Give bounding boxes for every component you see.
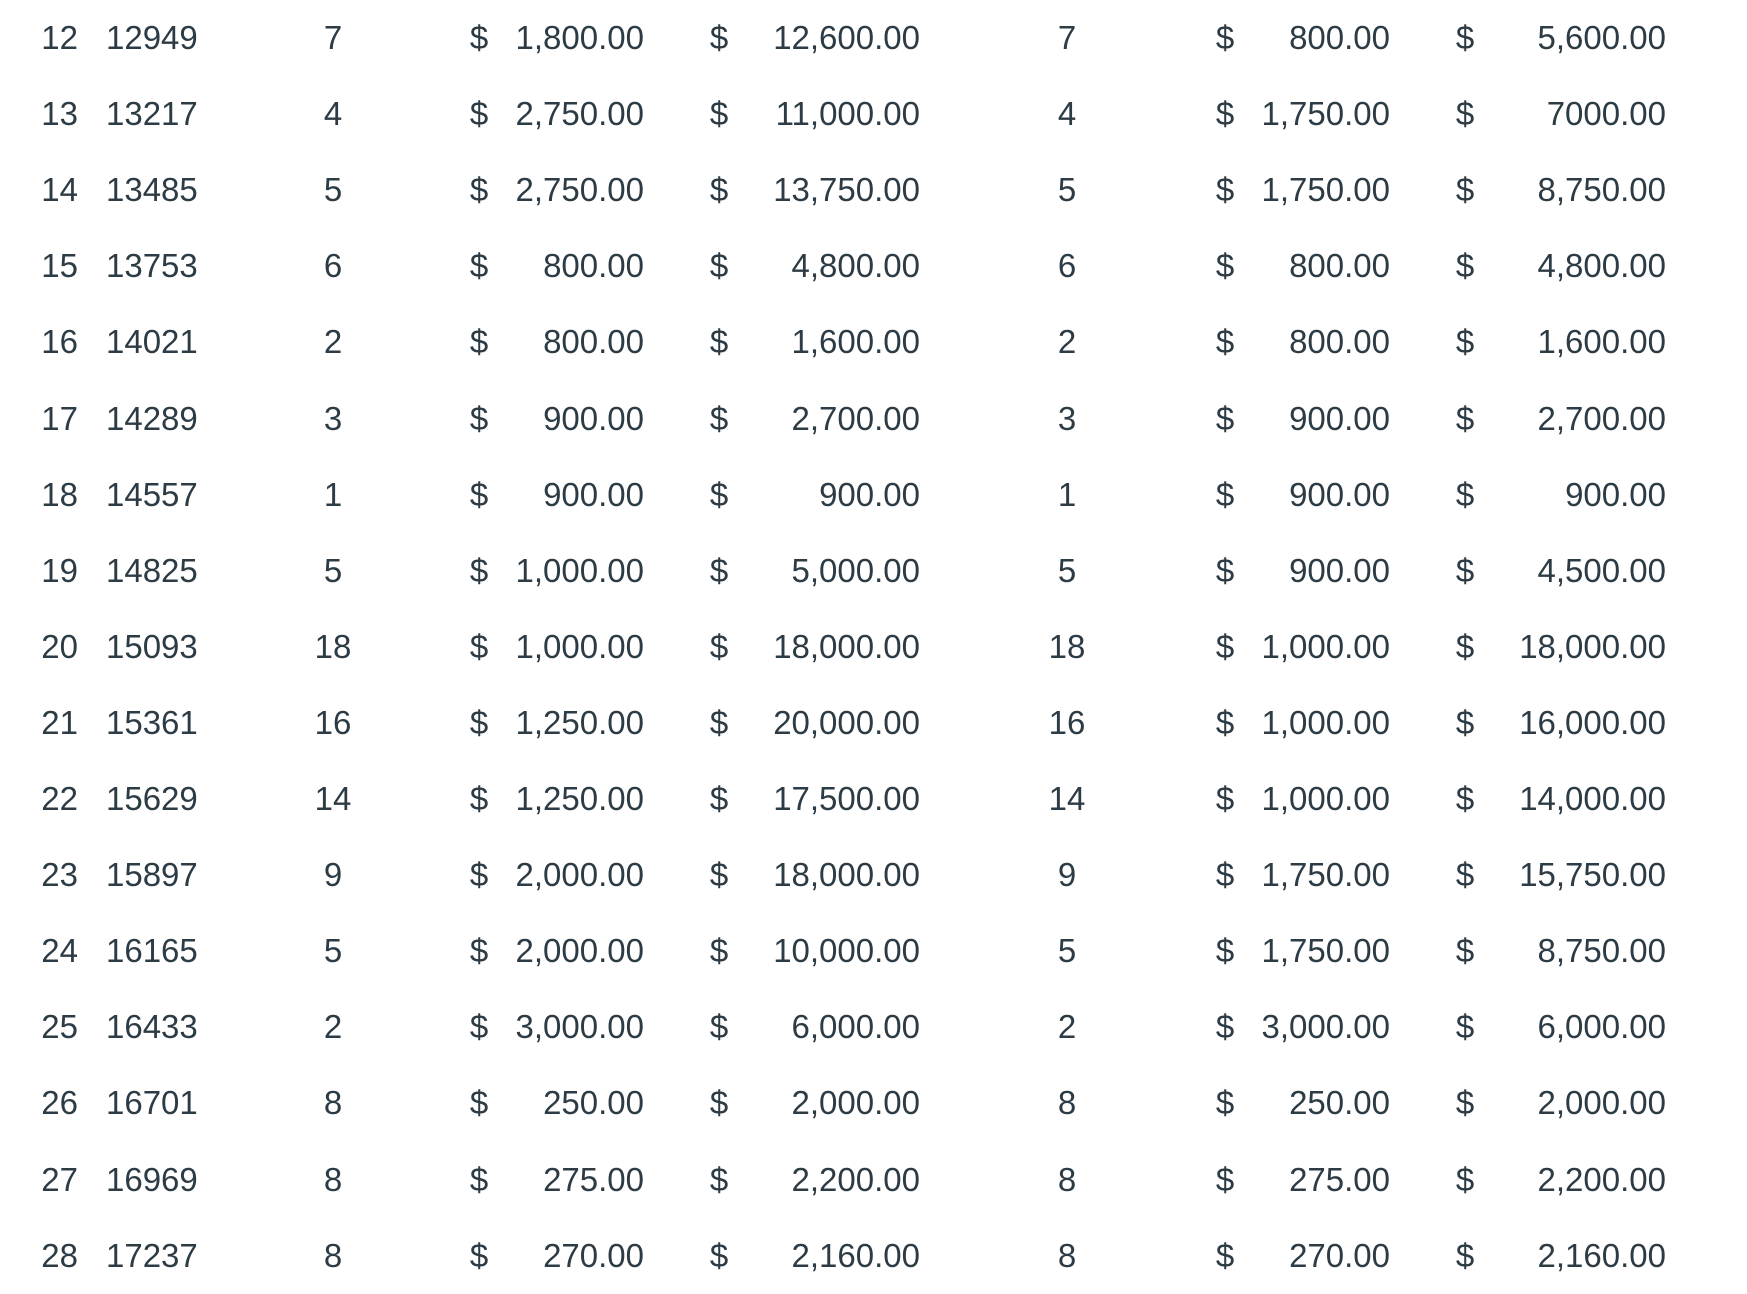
currency-symbol: $ (469, 323, 489, 361)
quantity-cell: 5 (1057, 932, 1077, 970)
quantity-cell: 4 (1057, 95, 1077, 133)
table-row (0, 913, 1747, 989)
currency-symbol: $ (1455, 932, 1475, 970)
quantity-cell: 1 (323, 475, 343, 513)
row-number-cell: 14 (41, 171, 78, 209)
currency-symbol: $ (1455, 780, 1475, 817)
total-cell: 5,000.00 (791, 551, 920, 589)
table-row (0, 685, 1747, 761)
currency-symbol: $ (469, 703, 489, 741)
quantity-cell: 16 (314, 703, 352, 741)
quantity-cell: 8 (323, 1084, 343, 1122)
total-cell: 18,000.00 (1519, 627, 1666, 665)
quantity-cell: 6 (1057, 247, 1077, 285)
item-id-cell: 17237 (106, 1236, 198, 1274)
unit-price-cell: 250.00 (543, 1084, 644, 1122)
row-number-cell: 20 (41, 627, 78, 665)
row-number-cell: 13 (41, 95, 78, 133)
unit-price-cell: 1,750.00 (1261, 932, 1390, 970)
quantity-cell: 8 (1057, 1236, 1077, 1274)
unit-price-cell: 1,000.00 (515, 551, 644, 589)
currency-symbol: $ (469, 399, 489, 437)
item-id-cell: 14021 (106, 323, 198, 361)
row-number-cell: 15 (41, 247, 78, 285)
table-row (0, 228, 1747, 304)
total-cell: 18,000.00 (773, 627, 920, 665)
currency-symbol: $ (709, 627, 729, 665)
currency-symbol: $ (1455, 1236, 1475, 1274)
currency-symbol: $ (1455, 399, 1475, 437)
unit-price-cell: 800.00 (543, 323, 644, 361)
currency-symbol: $ (1455, 323, 1475, 361)
unit-price-cell: 800.00 (1289, 247, 1390, 285)
currency-symbol: $ (709, 703, 729, 741)
currency-symbol: $ (709, 780, 729, 817)
table-row (0, 761, 1747, 837)
total-cell: 5,600.00 (1537, 19, 1666, 56)
table-row (0, 0, 1747, 76)
row-number-cell: 27 (41, 1160, 78, 1198)
unit-price-cell: 1,000.00 (1261, 703, 1390, 741)
quantity-cell: 18 (314, 627, 352, 665)
currency-symbol: $ (709, 1084, 729, 1122)
currency-symbol: $ (1215, 856, 1235, 894)
currency-symbol: $ (469, 856, 489, 894)
quantity-cell: 7 (323, 19, 343, 56)
currency-symbol: $ (1215, 551, 1235, 589)
currency-symbol: $ (1215, 932, 1235, 970)
unit-price-cell: 1,750.00 (1261, 856, 1390, 894)
total-cell: 14,000.00 (1519, 780, 1666, 817)
quantity-cell: 14 (1048, 780, 1086, 817)
unit-price-cell: 1,750.00 (1261, 171, 1390, 209)
table-row (0, 989, 1747, 1065)
unit-price-cell: 1,000.00 (1261, 627, 1390, 665)
currency-symbol: $ (709, 19, 729, 56)
total-cell: 2,000.00 (1537, 1084, 1666, 1122)
currency-symbol: $ (709, 551, 729, 589)
total-cell: 2,700.00 (791, 399, 920, 437)
row-number-cell: 22 (41, 780, 78, 817)
total-cell: 8,750.00 (1537, 171, 1666, 209)
total-cell: 900.00 (1565, 475, 1666, 513)
unit-price-cell: 275.00 (1289, 1160, 1390, 1198)
item-id-cell: 14825 (106, 551, 198, 589)
unit-price-cell: 1,250.00 (515, 703, 644, 741)
item-id-cell: 14557 (106, 475, 198, 513)
currency-symbol: $ (709, 1008, 729, 1046)
row-number-cell: 24 (41, 932, 78, 970)
unit-price-cell: 1,000.00 (515, 627, 644, 665)
item-id-cell: 15093 (106, 627, 198, 665)
item-id-cell: 15629 (106, 780, 198, 817)
unit-price-cell: 900.00 (1289, 475, 1390, 513)
currency-symbol: $ (1455, 95, 1475, 133)
quantity-cell: 9 (1057, 856, 1077, 894)
row-number-cell: 28 (41, 1236, 78, 1274)
item-id-cell: 15897 (106, 856, 198, 894)
table-row (0, 457, 1747, 533)
unit-price-cell: 2,000.00 (515, 932, 644, 970)
unit-price-cell: 900.00 (1289, 551, 1390, 589)
item-id-cell: 16701 (106, 1084, 198, 1122)
currency-symbol: $ (709, 323, 729, 361)
currency-symbol: $ (469, 932, 489, 970)
quantity-cell: 2 (323, 1008, 343, 1046)
currency-symbol: $ (1215, 627, 1235, 665)
item-id-cell: 12949 (106, 19, 198, 56)
row-number-cell: 16 (41, 323, 78, 361)
total-cell: 4,800.00 (1537, 247, 1666, 285)
currency-symbol: $ (709, 475, 729, 513)
currency-symbol: $ (709, 95, 729, 133)
table-row (0, 152, 1747, 228)
unit-price-cell: 800.00 (1289, 19, 1390, 56)
unit-price-cell: 1,750.00 (1261, 95, 1390, 133)
currency-symbol: $ (709, 247, 729, 285)
unit-price-cell: 3,000.00 (1261, 1008, 1390, 1046)
quantity-cell: 5 (1057, 551, 1077, 589)
row-number-cell: 19 (41, 551, 78, 589)
currency-symbol: $ (1215, 1008, 1235, 1046)
currency-symbol: $ (709, 932, 729, 970)
row-number-cell: 17 (41, 399, 78, 437)
total-cell: 8,750.00 (1537, 932, 1666, 970)
unit-price-cell: 800.00 (543, 247, 644, 285)
unit-price-cell: 250.00 (1289, 1084, 1390, 1122)
row-number-cell: 23 (41, 856, 78, 894)
currency-symbol: $ (709, 399, 729, 437)
unit-price-cell: 1,800.00 (515, 19, 644, 56)
total-cell: 2,700.00 (1537, 399, 1666, 437)
unit-price-cell: 1,250.00 (515, 780, 644, 817)
row-number-cell: 25 (41, 1008, 78, 1046)
total-cell: 2,000.00 (791, 1084, 920, 1122)
quantity-cell: 1 (1057, 475, 1077, 513)
quantity-cell: 8 (1057, 1084, 1077, 1122)
total-cell: 12,600.00 (773, 19, 920, 56)
quantity-cell: 5 (323, 171, 343, 209)
unit-price-cell: 1,000.00 (1261, 780, 1390, 817)
quantity-cell: 7 (1057, 19, 1077, 56)
unit-price-cell: 800.00 (1289, 323, 1390, 361)
currency-symbol: $ (1215, 399, 1235, 437)
table-row (0, 609, 1747, 685)
total-cell: 2,160.00 (1537, 1236, 1666, 1274)
row-number-cell: 12 (41, 19, 78, 56)
table-row (0, 533, 1747, 609)
item-id-cell: 15361 (106, 703, 198, 741)
table-row (0, 381, 1747, 457)
item-id-cell: 13485 (106, 171, 198, 209)
table-row (0, 304, 1747, 380)
currency-symbol: $ (1215, 1084, 1235, 1122)
currency-symbol: $ (469, 1084, 489, 1122)
total-cell: 4,800.00 (791, 247, 920, 285)
currency-symbol: $ (1215, 1160, 1235, 1198)
currency-symbol: $ (469, 19, 489, 56)
quantity-cell: 3 (1057, 399, 1077, 437)
currency-symbol: $ (1455, 19, 1475, 56)
row-number-cell: 18 (41, 475, 78, 513)
currency-symbol: $ (1455, 171, 1475, 209)
unit-price-cell: 2,750.00 (515, 95, 644, 133)
quantity-cell: 16 (1048, 703, 1086, 741)
total-cell: 17,500.00 (773, 780, 920, 817)
quantity-cell: 2 (323, 323, 343, 361)
currency-symbol: $ (1215, 323, 1235, 361)
currency-symbol: $ (709, 856, 729, 894)
quantity-cell: 14 (314, 780, 352, 817)
row-number-cell: 26 (41, 1084, 78, 1122)
currency-symbol: $ (1215, 703, 1235, 741)
unit-price-cell: 900.00 (543, 475, 644, 513)
unit-price-cell: 270.00 (1289, 1236, 1390, 1274)
quantity-cell: 8 (323, 1160, 343, 1198)
currency-symbol: $ (1455, 627, 1475, 665)
total-cell: 15,750.00 (1519, 856, 1666, 894)
unit-price-cell: 3,000.00 (515, 1008, 644, 1046)
total-cell: 900.00 (819, 475, 920, 513)
total-cell: 18,000.00 (773, 856, 920, 894)
total-cell: 13,750.00 (773, 171, 920, 209)
unit-price-cell: 2,750.00 (515, 171, 644, 209)
total-cell: 6,000.00 (791, 1008, 920, 1046)
total-cell: 2,160.00 (791, 1236, 920, 1274)
item-id-cell: 13753 (106, 247, 198, 285)
currency-symbol: $ (1215, 247, 1235, 285)
currency-symbol: $ (469, 1236, 489, 1274)
quantity-cell: 3 (323, 399, 343, 437)
unit-price-cell: 900.00 (1289, 399, 1390, 437)
currency-symbol: $ (1215, 475, 1235, 513)
quantity-cell: 2 (1057, 323, 1077, 361)
quantity-cell: 5 (323, 932, 343, 970)
currency-symbol: $ (469, 780, 489, 817)
quantity-cell: 8 (323, 1236, 343, 1274)
table-row (0, 1142, 1747, 1218)
currency-symbol: $ (469, 475, 489, 513)
table-row (0, 1065, 1747, 1141)
currency-symbol: $ (1215, 1236, 1235, 1274)
currency-symbol: $ (1455, 1084, 1475, 1122)
row-number-cell: 21 (41, 703, 78, 741)
total-cell: 11,000.00 (775, 95, 920, 133)
currency-symbol: $ (1215, 780, 1235, 817)
total-cell: 16,000.00 (1519, 703, 1666, 741)
currency-symbol: $ (469, 95, 489, 133)
total-cell: 1,600.00 (1537, 323, 1666, 361)
currency-symbol: $ (709, 1160, 729, 1198)
item-id-cell: 13217 (106, 95, 198, 133)
currency-symbol: $ (469, 1160, 489, 1198)
currency-symbol: $ (1455, 856, 1475, 894)
currency-symbol: $ (1455, 1008, 1475, 1046)
table-row (0, 1218, 1747, 1294)
total-cell: 10,000.00 (773, 932, 920, 970)
currency-symbol: $ (469, 247, 489, 285)
table-row (0, 837, 1747, 913)
quantity-cell: 6 (323, 247, 343, 285)
unit-price-cell: 275.00 (543, 1160, 644, 1198)
total-cell: 6,000.00 (1537, 1008, 1666, 1046)
quantity-cell: 5 (1057, 171, 1077, 209)
currency-symbol: $ (709, 171, 729, 209)
currency-symbol: $ (469, 551, 489, 589)
currency-symbol: $ (1455, 703, 1475, 741)
currency-symbol: $ (1455, 475, 1475, 513)
table-row (0, 76, 1747, 152)
unit-price-cell: 270.00 (543, 1236, 644, 1274)
currency-symbol: $ (1215, 95, 1235, 133)
currency-symbol: $ (1455, 1160, 1475, 1198)
quantity-cell: 9 (323, 856, 343, 894)
item-id-cell: 16165 (106, 932, 198, 970)
currency-symbol: $ (1215, 19, 1235, 56)
item-id-cell: 14289 (106, 399, 198, 437)
unit-price-cell: 2,000.00 (515, 856, 644, 894)
total-cell: 7000.00 (1546, 95, 1666, 133)
currency-symbol: $ (469, 627, 489, 665)
total-cell: 2,200.00 (1537, 1160, 1666, 1198)
currency-symbol: $ (1215, 171, 1235, 209)
total-cell: 2,200.00 (791, 1160, 920, 1198)
currency-symbol: $ (1455, 551, 1475, 589)
currency-symbol: $ (1455, 247, 1475, 285)
total-cell: 20,000.00 (773, 703, 920, 741)
quantity-cell: 5 (323, 551, 343, 589)
total-cell: 4,500.00 (1537, 551, 1666, 589)
item-id-cell: 16969 (106, 1160, 198, 1198)
currency-symbol: $ (469, 1008, 489, 1046)
total-cell: 1,600.00 (791, 323, 920, 361)
unit-price-cell: 900.00 (543, 399, 644, 437)
quantity-cell: 18 (1048, 627, 1086, 665)
item-id-cell: 16433 (106, 1008, 198, 1046)
currency-symbol: $ (469, 171, 489, 209)
quantity-cell: 4 (323, 95, 343, 133)
quantity-cell: 2 (1057, 1008, 1077, 1046)
currency-symbol: $ (709, 1236, 729, 1274)
quantity-cell: 8 (1057, 1160, 1077, 1198)
